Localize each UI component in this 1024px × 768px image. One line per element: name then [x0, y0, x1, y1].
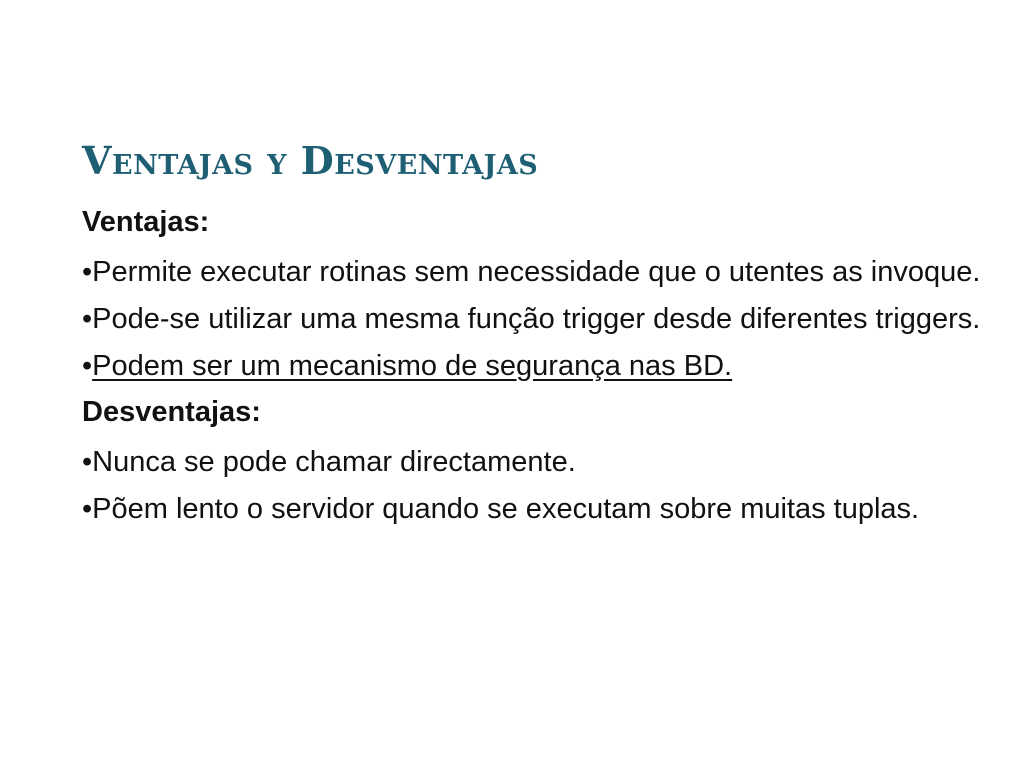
bullet-item	[82, 349, 984, 383]
slide-title: Ventajas y Desventajas	[82, 138, 539, 183]
bullet-dot-icon: •	[82, 256, 93, 288]
bullet-item	[82, 302, 984, 336]
bullet-dot-icon: •	[82, 446, 93, 478]
section-heading-desventajas: Desventajas:	[82, 396, 261, 428]
bullet-item	[82, 492, 984, 526]
bullet-item	[82, 445, 984, 479]
slide-body	[82, 205, 984, 539]
bullet-text-underlined: Podem ser um mecanismo de segurança nas BD.	[92, 350, 733, 382]
bullet-dot-icon: •	[82, 493, 93, 525]
section-heading-ventajas: Ventajas:	[82, 206, 210, 238]
bullet-dot-icon: •	[82, 350, 93, 382]
bullet-text: Pode-se utilizar uma mesma função trigger desde diferentes triggers.	[92, 303, 981, 335]
bullet-text: Põem lento o servidor quando se executam sobre muitas tuplas.	[92, 493, 920, 525]
bullet-item	[82, 255, 984, 289]
bullet-dot-icon: •	[82, 303, 93, 335]
bullet-text: Nunca se pode chamar directamente.	[92, 446, 576, 478]
bullet-text: Permite executar rotinas sem necessidade que o utentes as invoque.	[92, 256, 981, 288]
